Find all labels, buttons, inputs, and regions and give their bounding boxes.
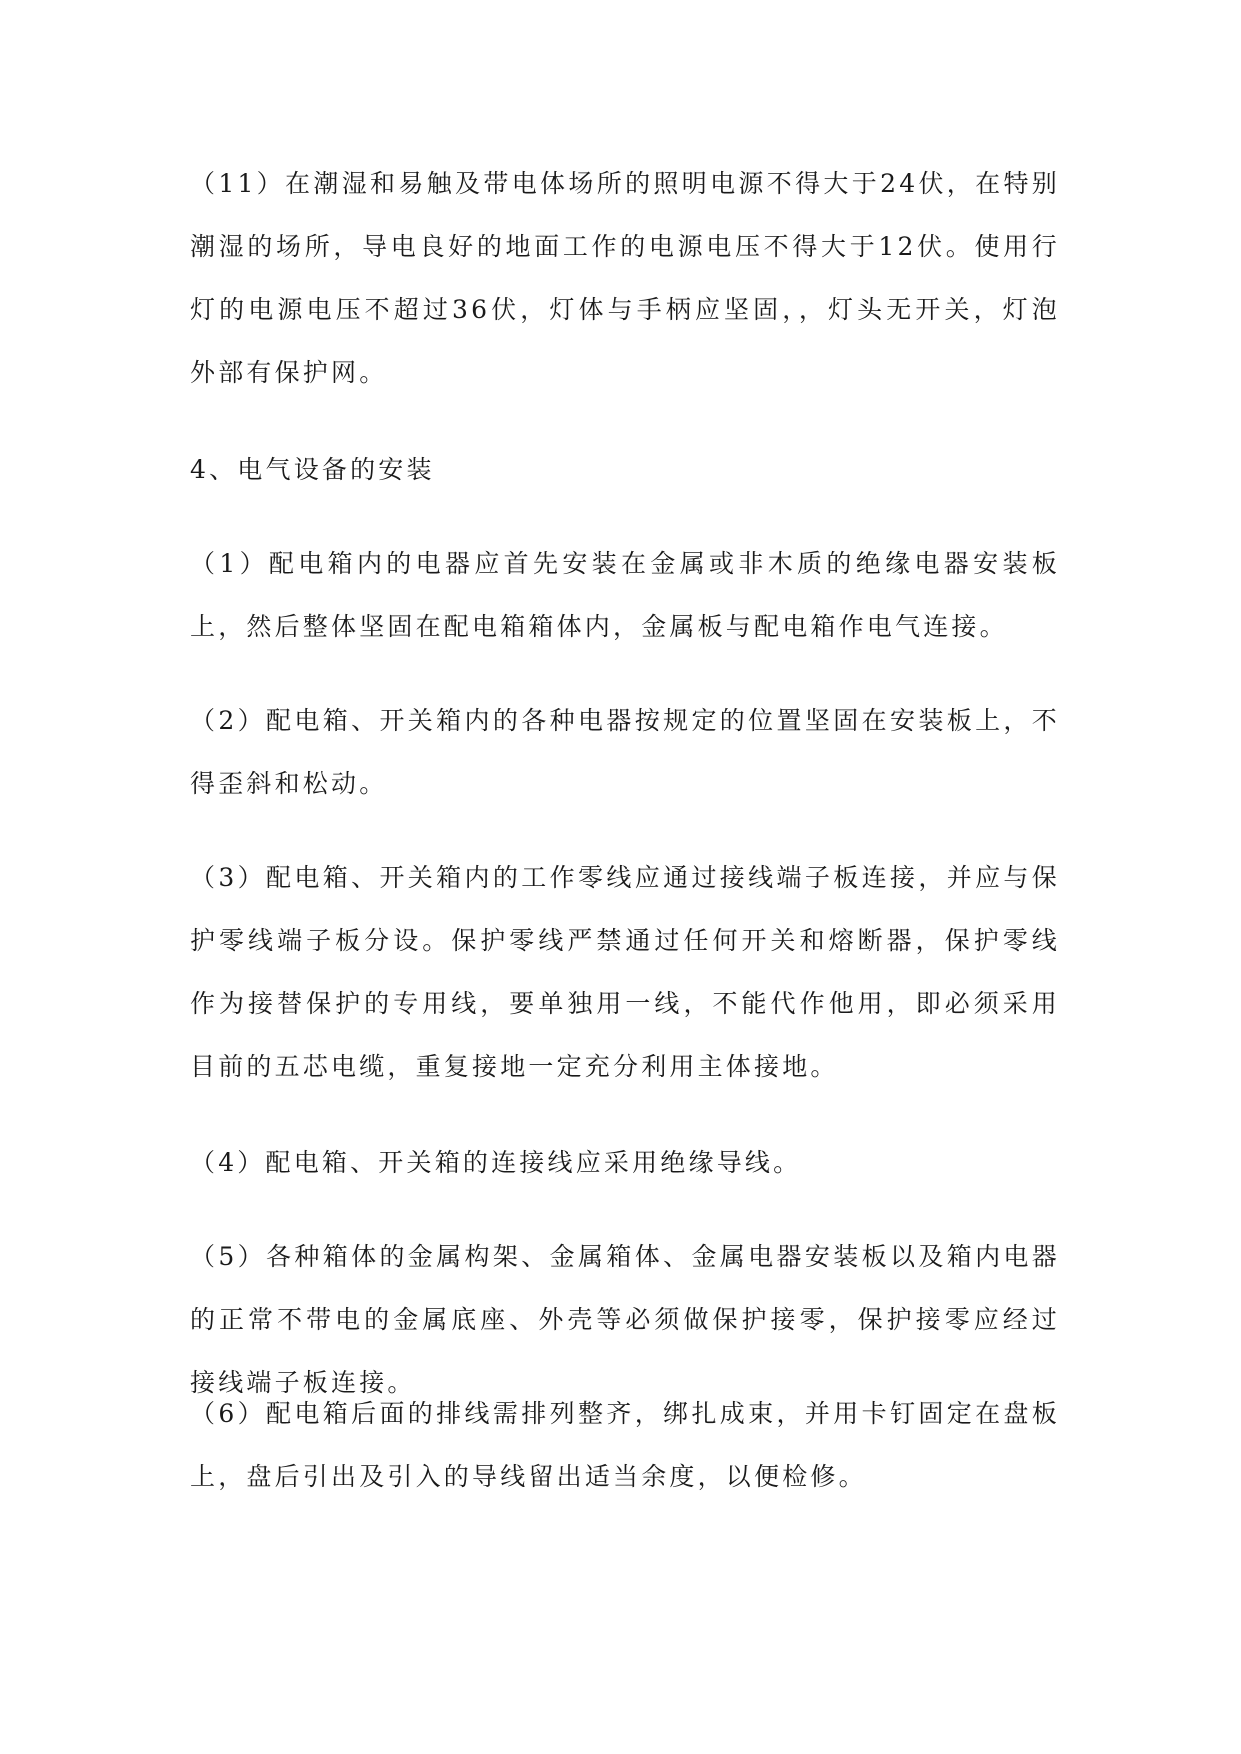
section-heading-electrical-installation: 4、电气设备的安装 [190, 455, 435, 484]
paragraph-2-fixed-positions: （2）配电箱、开关箱内的各种电器按规定的位置坚固在安装板上，不得歪斜和松动。 [190, 706, 1060, 798]
paragraph-3-neutral-wiring: （3）配电箱、开关箱内的工作零线应通过接线端子板连接，并应与保护零线端子板分设。保护零线严禁通过任何开关和熔断器，保护零线作为接替保护的专用线，要单独用一线，不能代作他用，即必须采用目前的五芯电缆，重复接地一定充分利用主体接地。 [190, 863, 1060, 1081]
paragraph-5-protective-grounding: （5）各种箱体的金属构架、金属箱体、金属电器安装板以及箱内电器的正常不带电的金属底座、外壳等必须做保护接零，保护接零应经过接线端子板连接。 [190, 1242, 1060, 1397]
paragraph-6-cable-arrangement: （6）配电箱后面的排线需排列整齐，绑扎成束，并用卡钉固定在盘板上，盘后引出及引入的导线留出适当余度，以便检修。 [190, 1399, 1060, 1491]
paragraph-4-insulated-wire: （4）配电箱、开关箱的连接线应采用绝缘导线。 [190, 1148, 802, 1177]
paragraph-1-mounting-plate: （1）配电箱内的电器应首先安装在金属或非木质的绝缘电器安装板上，然后整体坚固在配电箱箱体内，金属板与配电箱作电气连接。 [190, 549, 1060, 641]
paragraph-11-lighting-voltage: （11）在潮湿和易触及带电体场所的照明电源不得大于24伏，在特别潮湿的场所，导电良好的地面工作的电源电压不得大于12伏。使用行灯的电源电压不超过36伏，灯体与手柄应坚固，，灯头无开关，灯泡外部有保护网。 [190, 169, 1060, 387]
